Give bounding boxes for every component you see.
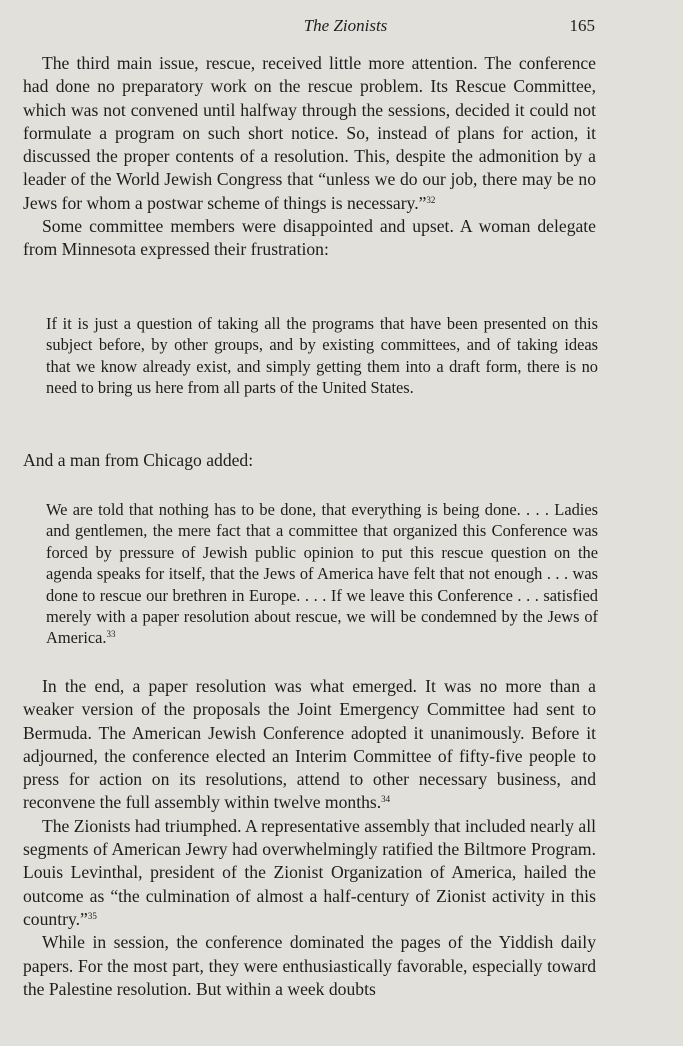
paragraph-committee-members: Some committee members were disappointed and upset. A woman delegate from Minnesota expressed their frustration: <box>23 216 596 260</box>
footnote-ref: 32 <box>426 194 436 205</box>
footnote-ref: 34 <box>381 794 391 805</box>
block-quote-minnesota <box>46 313 598 399</box>
paragraph-paper-resolution: In the end, a paper resolution was what emerged. It was no more than a weaker version of the proposals the Joint Emergency Committee had sent to Bermuda. The American Jewish Conference adopted it unanimously. Before it adjourned, the conference elected an Interim Committee of fifty-five people to press for action on its resolutions, attend to other necessary business, and reconvene the full assembly within twelve months.$^{34}$ <box>23 676 596 813</box>
paragraph-zionists-triumphed: The Zionists had triumphed. A representative assembly that included nearly all segments of American Jewry had overwhelmingly ratified the Biltmore Program. Louis Levinthal, president of the Zionist Organization of America, hailed the outcome as “the culmination of almost a half-century of Zionist activity in this country.”$^{35}$ <box>23 815 596 929</box>
paragraph-rescue-issue: The third main issue, rescue, received little more attention. The conference had done no preparatory work on the rescue problem. Its Rescue Committee, which was not convened until halfway through the sessions, decided it could not formulate a program on such short notice. So, instead of plans for action, it discussed the proper contents of a resolution. This, despite the admonition by a leader of the World Jewish Congress that “unless we do our job, there may be no Jews for whom a postwar scheme of things is necessary.”$^{32}$ <box>23 53 596 213</box>
footnote-ref: 35 <box>87 910 97 921</box>
paragraph-yiddish-papers: While in session, the conference dominated the pages of the Yiddish daily papers. For the most part, they were enthusiastically favorable, especially toward the Palestine resolution. But within a week doubts <box>23 932 596 999</box>
paragraph-chicago: And a man from Chicago added: <box>23 450 254 470</box>
text-block-bottom <box>23 675 596 1001</box>
text-block-top <box>23 52 596 262</box>
footnote-ref: 33 <box>106 629 116 640</box>
page-number: 165 <box>569 16 595 35</box>
block-quote-chicago <box>46 499 598 649</box>
quote-text: If it is just a question of taking all the programs that have been presented on this subject before, by other groups, and by existing committees, and of taking ideas that we know already exist, and simply getting them into a draft form, there is no need to bring us here from all parts of the United States. <box>46 314 598 398</box>
running-head-title: The Zionists <box>303 16 388 35</box>
text-block-chicago-intro <box>23 449 596 472</box>
quote-text: We are told that nothing has to be done, that everything is being done. . . . Ladies and gentlemen, the mere fact that a committee that organized this Conference was forced by pressure of Jewish public opinion to put this rescue question on the agenda speaks for itself, that the Jews of America have felt that not enough . . . was done to rescue our brethren in Europe. . . . If we leave this Conference . . . satisfied merely with a paper resolution about rescue, we will be condemned by the Jews of America.$^{33}$ <box>46 500 598 648</box>
